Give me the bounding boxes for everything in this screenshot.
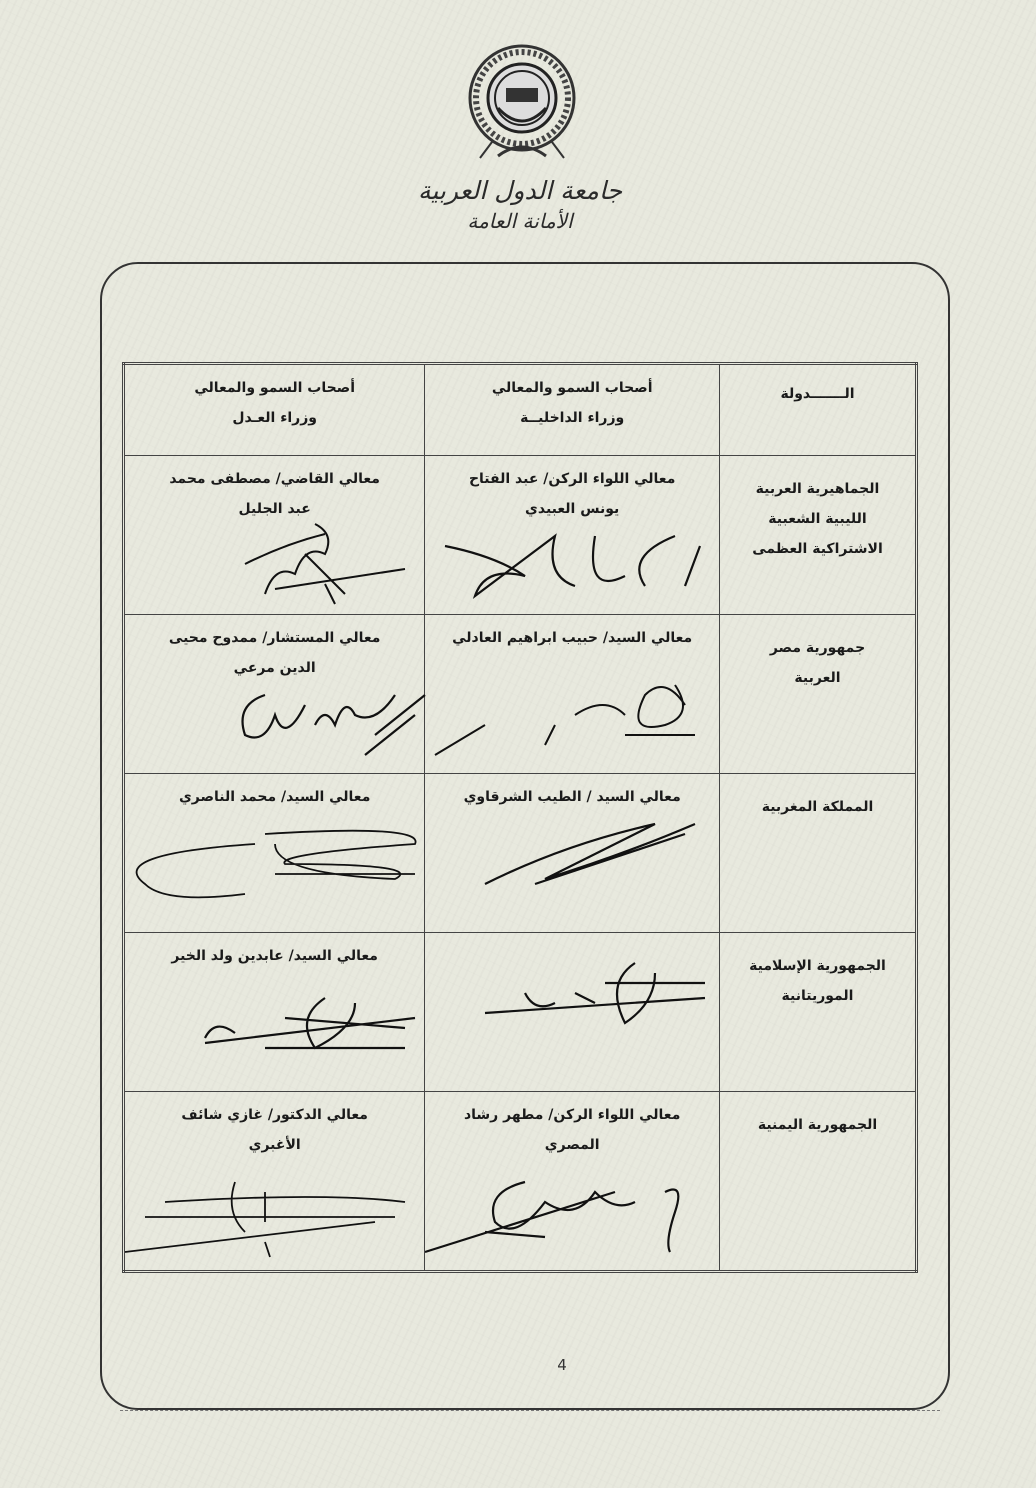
country-cell: [720, 615, 917, 774]
table-row: [124, 774, 917, 933]
organization-name: جامعة الدول العربية: [417, 176, 623, 205]
minister-name-line: معالي الدكتور/ غازي شائف: [181, 1107, 368, 1123]
handwritten-signature: [125, 804, 431, 914]
justice-minister-cell: [124, 774, 425, 933]
table-row: [124, 1092, 917, 1272]
table-row: [124, 615, 917, 774]
table-row: [124, 933, 917, 1092]
minister-name-line: معالي السيد/ حبيب ابراهيم العادلي: [452, 630, 693, 646]
signatures-table: [122, 362, 918, 1273]
header-interior-line2: وزراء الداخليــة: [520, 410, 625, 426]
interior-minister-cell: [425, 456, 720, 615]
handwritten-signature: [425, 1162, 725, 1272]
justice-minister-cell: [124, 615, 425, 774]
arab-league-emblem-icon: [458, 38, 586, 166]
country-line: الليبية الشعبية: [768, 511, 867, 527]
country-line: الاشتراكية العظمى: [752, 541, 883, 557]
country-line: الموريتانية: [781, 988, 854, 1004]
country-cell: [720, 774, 917, 933]
justice-minister-cell: [124, 933, 425, 1092]
minister-name-line: الدين مرعي: [233, 660, 316, 676]
minister-name-line: معالي السيد/ محمد الناصري: [178, 789, 371, 805]
handwritten-signature: [125, 1172, 431, 1272]
handwritten-signature: [125, 675, 431, 775]
country-line: العربية: [794, 670, 841, 686]
minister-name-line: معالي اللواء الركن/ عبد الفتاح: [468, 471, 676, 487]
table-row: [124, 456, 917, 615]
country-line: جمهورية مصر: [769, 640, 866, 656]
header-interior-line1: أصحاب السمو والمعالي: [491, 380, 653, 396]
organization-subtitle: الأمانة العامة: [467, 209, 573, 233]
header-justice-line2: وزراء العـدل: [232, 410, 317, 426]
country-cell: [720, 933, 917, 1092]
header-country-label: الـــــــدولة: [780, 386, 855, 402]
interior-minister-cell: [425, 933, 720, 1092]
country-line: الجمهورية اليمنية: [757, 1117, 878, 1133]
justice-minister-cell: [124, 456, 425, 615]
handwritten-signature: [425, 655, 725, 765]
country-cell: [720, 456, 917, 615]
header-interior: [425, 364, 720, 456]
header-justice: [124, 364, 425, 456]
handwritten-signature: [425, 943, 725, 1053]
minister-name-line: معالي السيد / الطيب الشرقاوي: [463, 789, 681, 805]
minister-name-line: الأغبري: [248, 1137, 301, 1153]
interior-minister-cell: [425, 774, 720, 933]
minister-name-line: معالي السيد/ عابدين ولد الخير: [171, 948, 378, 964]
handwritten-signature: [425, 804, 725, 914]
minister-name-line: المصري: [544, 1137, 600, 1153]
justice-minister-cell: [124, 1092, 425, 1272]
country-line: المملكة المغربية: [761, 799, 874, 815]
handwritten-signature: [125, 514, 431, 614]
minister-name-line: معالي اللواء الركن/ مطهر رشاد: [463, 1107, 681, 1123]
minister-name-line: معالي المستشار/ ممدوح محيى: [168, 630, 381, 646]
interior-minister-cell: [425, 615, 720, 774]
country-cell: [720, 1092, 917, 1272]
handwritten-signature: [125, 978, 431, 1088]
page-number: 4: [557, 1356, 567, 1374]
table-header-row: [124, 364, 917, 456]
minister-name-line: يونس العبيدي: [525, 501, 620, 517]
minister-name-line: عبد الجليل: [238, 501, 311, 517]
bottom-border-line: [120, 1410, 940, 1411]
header-justice-line1: أصحاب السمو والمعالي: [194, 380, 356, 396]
header-country: [720, 364, 917, 456]
handwritten-signature: [425, 516, 725, 616]
minister-name-line: معالي القاضي/ مصطفى محمد: [169, 471, 380, 487]
interior-minister-cell: [425, 1092, 720, 1272]
country-line: الجمهورية الإسلامية: [749, 958, 886, 974]
country-line: الجماهيرية العربية: [755, 481, 880, 497]
